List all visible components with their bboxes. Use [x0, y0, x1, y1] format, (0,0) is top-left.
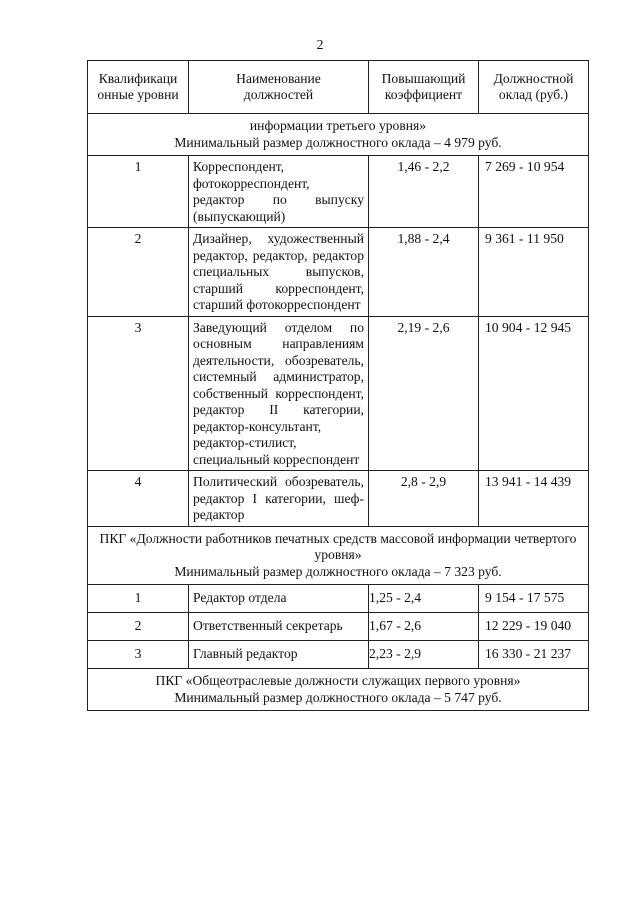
level-cell: 4	[88, 471, 189, 527]
level-cell: 3	[88, 316, 189, 471]
position-cell: Заведующий отделом по основным направлениям деятельности, обозреватель, системный администратор, собственный корреспондент, редактор II категории, редактор-консультант, редактор-стилист, специальный корреспондент	[189, 316, 369, 471]
table-row	[88, 471, 589, 527]
table-row	[88, 228, 589, 317]
salary-cell: 16 330 - 21 237	[479, 641, 589, 669]
position-cell: Редактор отдела	[189, 585, 369, 613]
salary-table	[87, 60, 589, 711]
group-title: ПКГ «Должности работников печатных средств массовой информации четвертого уровня»	[99, 530, 577, 562]
salary-cell: 12 229 - 19 040	[479, 613, 589, 641]
header-name: Наименование должностей	[189, 61, 369, 114]
position-cell: Политический обозреватель, редактор I категории, шеф-редактор	[189, 471, 369, 527]
table-row	[88, 156, 589, 228]
header-level: Квалификаци онные уровни	[88, 61, 189, 114]
coefficient-cell: 2,8 - 2,9	[369, 471, 479, 527]
table-header-row	[88, 61, 589, 114]
header-coef: Повышающий коэффициент	[369, 61, 479, 114]
salary-cell: 7 269 - 10 954	[479, 156, 589, 228]
group-title: ПКГ «Общеотраслевые должности служащих первого уровня»	[155, 673, 521, 688]
group-header-row	[88, 114, 589, 156]
coefficient-cell: 1,25 - 2,4	[369, 585, 479, 613]
coefficient-cell: 1,46 - 2,2	[369, 156, 479, 228]
group-header-row	[88, 526, 589, 585]
table-row	[88, 641, 589, 669]
coefficient-cell: 1,67 - 2,6	[369, 613, 479, 641]
level-cell: 3	[88, 641, 189, 669]
group-header	[88, 669, 589, 711]
level-cell: 1	[88, 585, 189, 613]
group-min-salary: Минимальный размер должностного оклада – 4 979 руб.	[174, 134, 502, 150]
group-title: информации третьего уровня»	[249, 118, 427, 133]
group-header	[88, 114, 589, 156]
level-cell: 2	[88, 613, 189, 641]
position-cell: Ответственный секретарь	[189, 613, 369, 641]
salary-cell: 9 154 - 17 575	[479, 585, 589, 613]
position-cell: Корреспондент, фотокорреспондент, редактор по выпуску (выпускающий)	[189, 156, 369, 228]
level-cell: 2	[88, 228, 189, 317]
position-cell: Дизайнер, художественный редактор, редактор, редактор специальных выпусков, старший корреспондент, старший фотокорреспондент	[189, 228, 369, 317]
coefficient-cell: 2,23 - 2,9	[369, 641, 479, 669]
group-header	[88, 526, 589, 585]
group-min-salary: Минимальный размер должностного оклада – 7 323 руб.	[174, 563, 502, 579]
group-header-row	[88, 669, 589, 711]
table-row	[88, 316, 589, 471]
page-number: 2	[316, 38, 324, 53]
salary-cell: 10 904 - 12 945	[479, 316, 589, 471]
table-row	[88, 613, 589, 641]
table-row	[88, 585, 589, 613]
group-min-salary: Минимальный размер должностного оклада – 5 747 руб.	[174, 689, 502, 705]
header-salary: Должностной оклад (руб.)	[479, 61, 589, 114]
salary-cell: 9 361 - 11 950	[479, 228, 589, 317]
position-cell: Главный редактор	[189, 641, 369, 669]
coefficient-cell: 2,19 - 2,6	[369, 316, 479, 471]
level-cell: 1	[88, 156, 189, 228]
coefficient-cell: 1,88 - 2,4	[369, 228, 479, 317]
salary-cell: 13 941 - 14 439	[479, 471, 589, 527]
